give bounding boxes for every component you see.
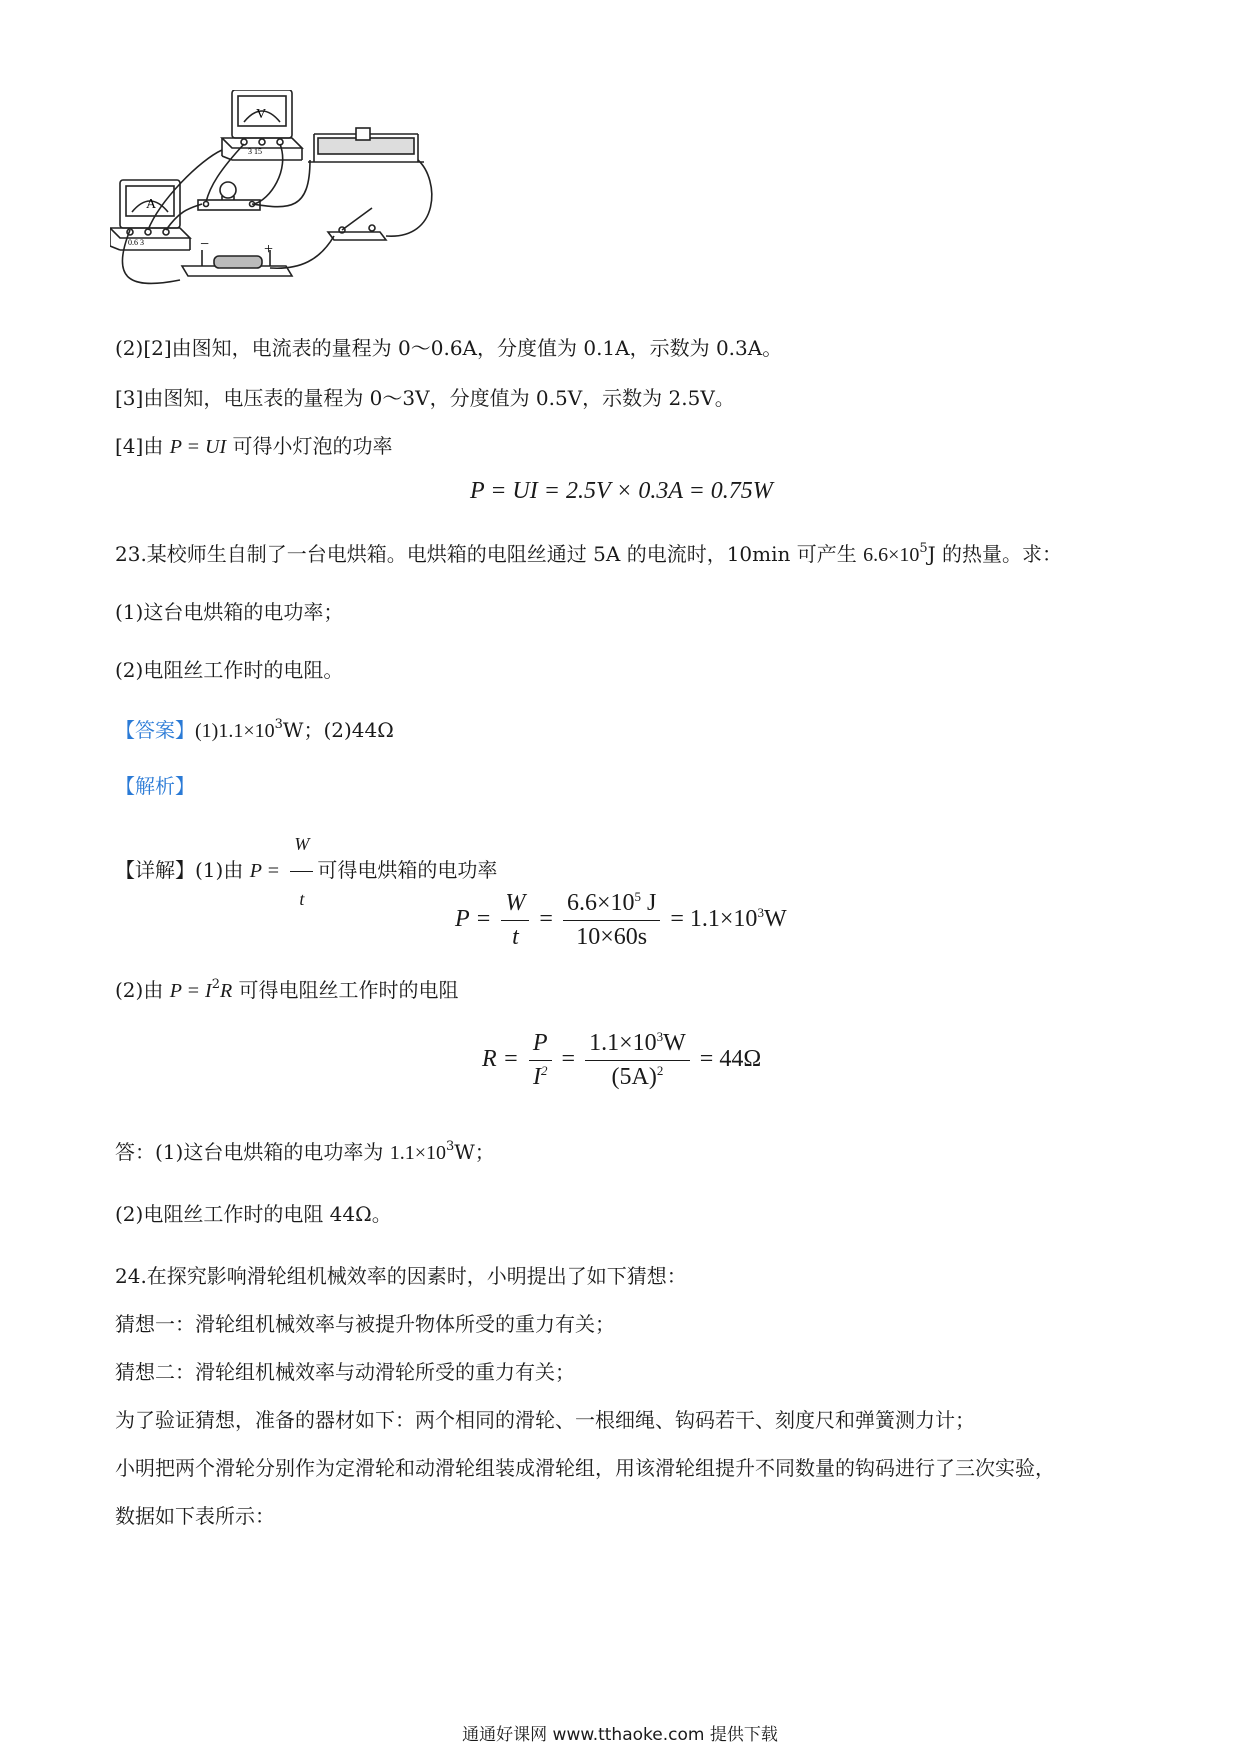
- voltmeter-terminals: 3 15: [248, 147, 262, 156]
- ammeter-label: A: [146, 197, 157, 212]
- switch: [328, 208, 386, 240]
- q23-detail: 【详解】(1)由 P = $\frac{W}{t}$ 可得电烘箱的电功率: [115, 820, 497, 923]
- q22-equation: P = UI = 2.5V × 0.3A = 0.75W: [470, 478, 773, 504]
- battery-minus-label: −: [200, 236, 210, 253]
- q24-guess1: 猜想一：滑轮组机械效率与被提升物体所受的重力有关；: [115, 1312, 615, 1336]
- q22-line3: [3]由图知，电压表的量程为 0～3V，分度值为 0.5V，示数为 2.5V。: [115, 386, 735, 410]
- battery: [182, 250, 292, 276]
- q23-conclusion2: (2)电阻丝工作时的电阻 44Ω。: [115, 1202, 392, 1226]
- ammeter-terminals: 0.6 3: [128, 238, 144, 247]
- battery-plus-label: +: [264, 241, 274, 258]
- q23-stem: 23.某校师生自制了一台电烘箱。电烘箱的电阻丝通过 5A 的电流时，10min 可产生 $6.6\times 10^5J$ 的热量。求：: [115, 541, 1063, 566]
- voltmeter: [222, 90, 302, 160]
- page-footer: 通通好课网 www.tthaoke.com 提供下载: [462, 1725, 778, 1745]
- q23-sub1: (1)这台电烘箱的电功率；: [115, 600, 344, 624]
- q22-line2: (2)[2]由图知，电流表的量程为 0～0.6A，分度值为 0.1A，示数为 0.3A。: [115, 336, 783, 360]
- q23-line-resistance: (2)由 $P = I^2R$ 可得电阻丝工作时的电阻: [115, 977, 459, 1002]
- q23-sub2: (2)电阻丝工作时的电阻。: [115, 658, 344, 682]
- q23-analysis-tag: 【解析】: [115, 774, 195, 798]
- q23-answer: 【答案】$(1)1.1\times 10^3W$；(2)44Ω: [115, 717, 394, 742]
- q24-table-intro: 数据如下表所示：: [115, 1504, 275, 1528]
- q23-conclusion1: 答：(1)这台电烘箱的电功率为 $1.1\times 10^3W$；: [115, 1139, 495, 1164]
- q22-line4: [4]由 P = UI 可得小灯泡的功率: [115, 434, 393, 458]
- q24-procedure: 小明把两个滑轮分别作为定滑轮和动滑轮组装成滑轮组，用该滑轮组提升不同数量的钩码进行了三次实验，: [115, 1456, 1055, 1480]
- q23-equation-power: P = $\frac{W}{t}$ = $\frac{6.6\times 10^5 J}{10\times 60s}$ = $1.1\times 10^3W$: [455, 889, 787, 950]
- q24-guess2: 猜想二：滑轮组机械效率与动滑轮所受的重力有关；: [115, 1360, 575, 1384]
- q23-equation-resistance: R = $\frac{P}{I^2}$ = $\frac{1.1\times 10^3W}{(5A)^2}$ = 44Ω: [482, 1029, 762, 1090]
- rheostat: [308, 128, 424, 162]
- voltmeter-label: V: [256, 107, 267, 122]
- q24-stem: 24.在探究影响滑轮组机械效率的因素时，小明提出了如下猜想：: [115, 1264, 687, 1288]
- q24-materials: 为了验证猜想，准备的器材如下：两个相同的滑轮、一根细绳、钩码若干、刻度尺和弹簧测力计；: [115, 1408, 975, 1432]
- circuit-figure: [110, 90, 480, 315]
